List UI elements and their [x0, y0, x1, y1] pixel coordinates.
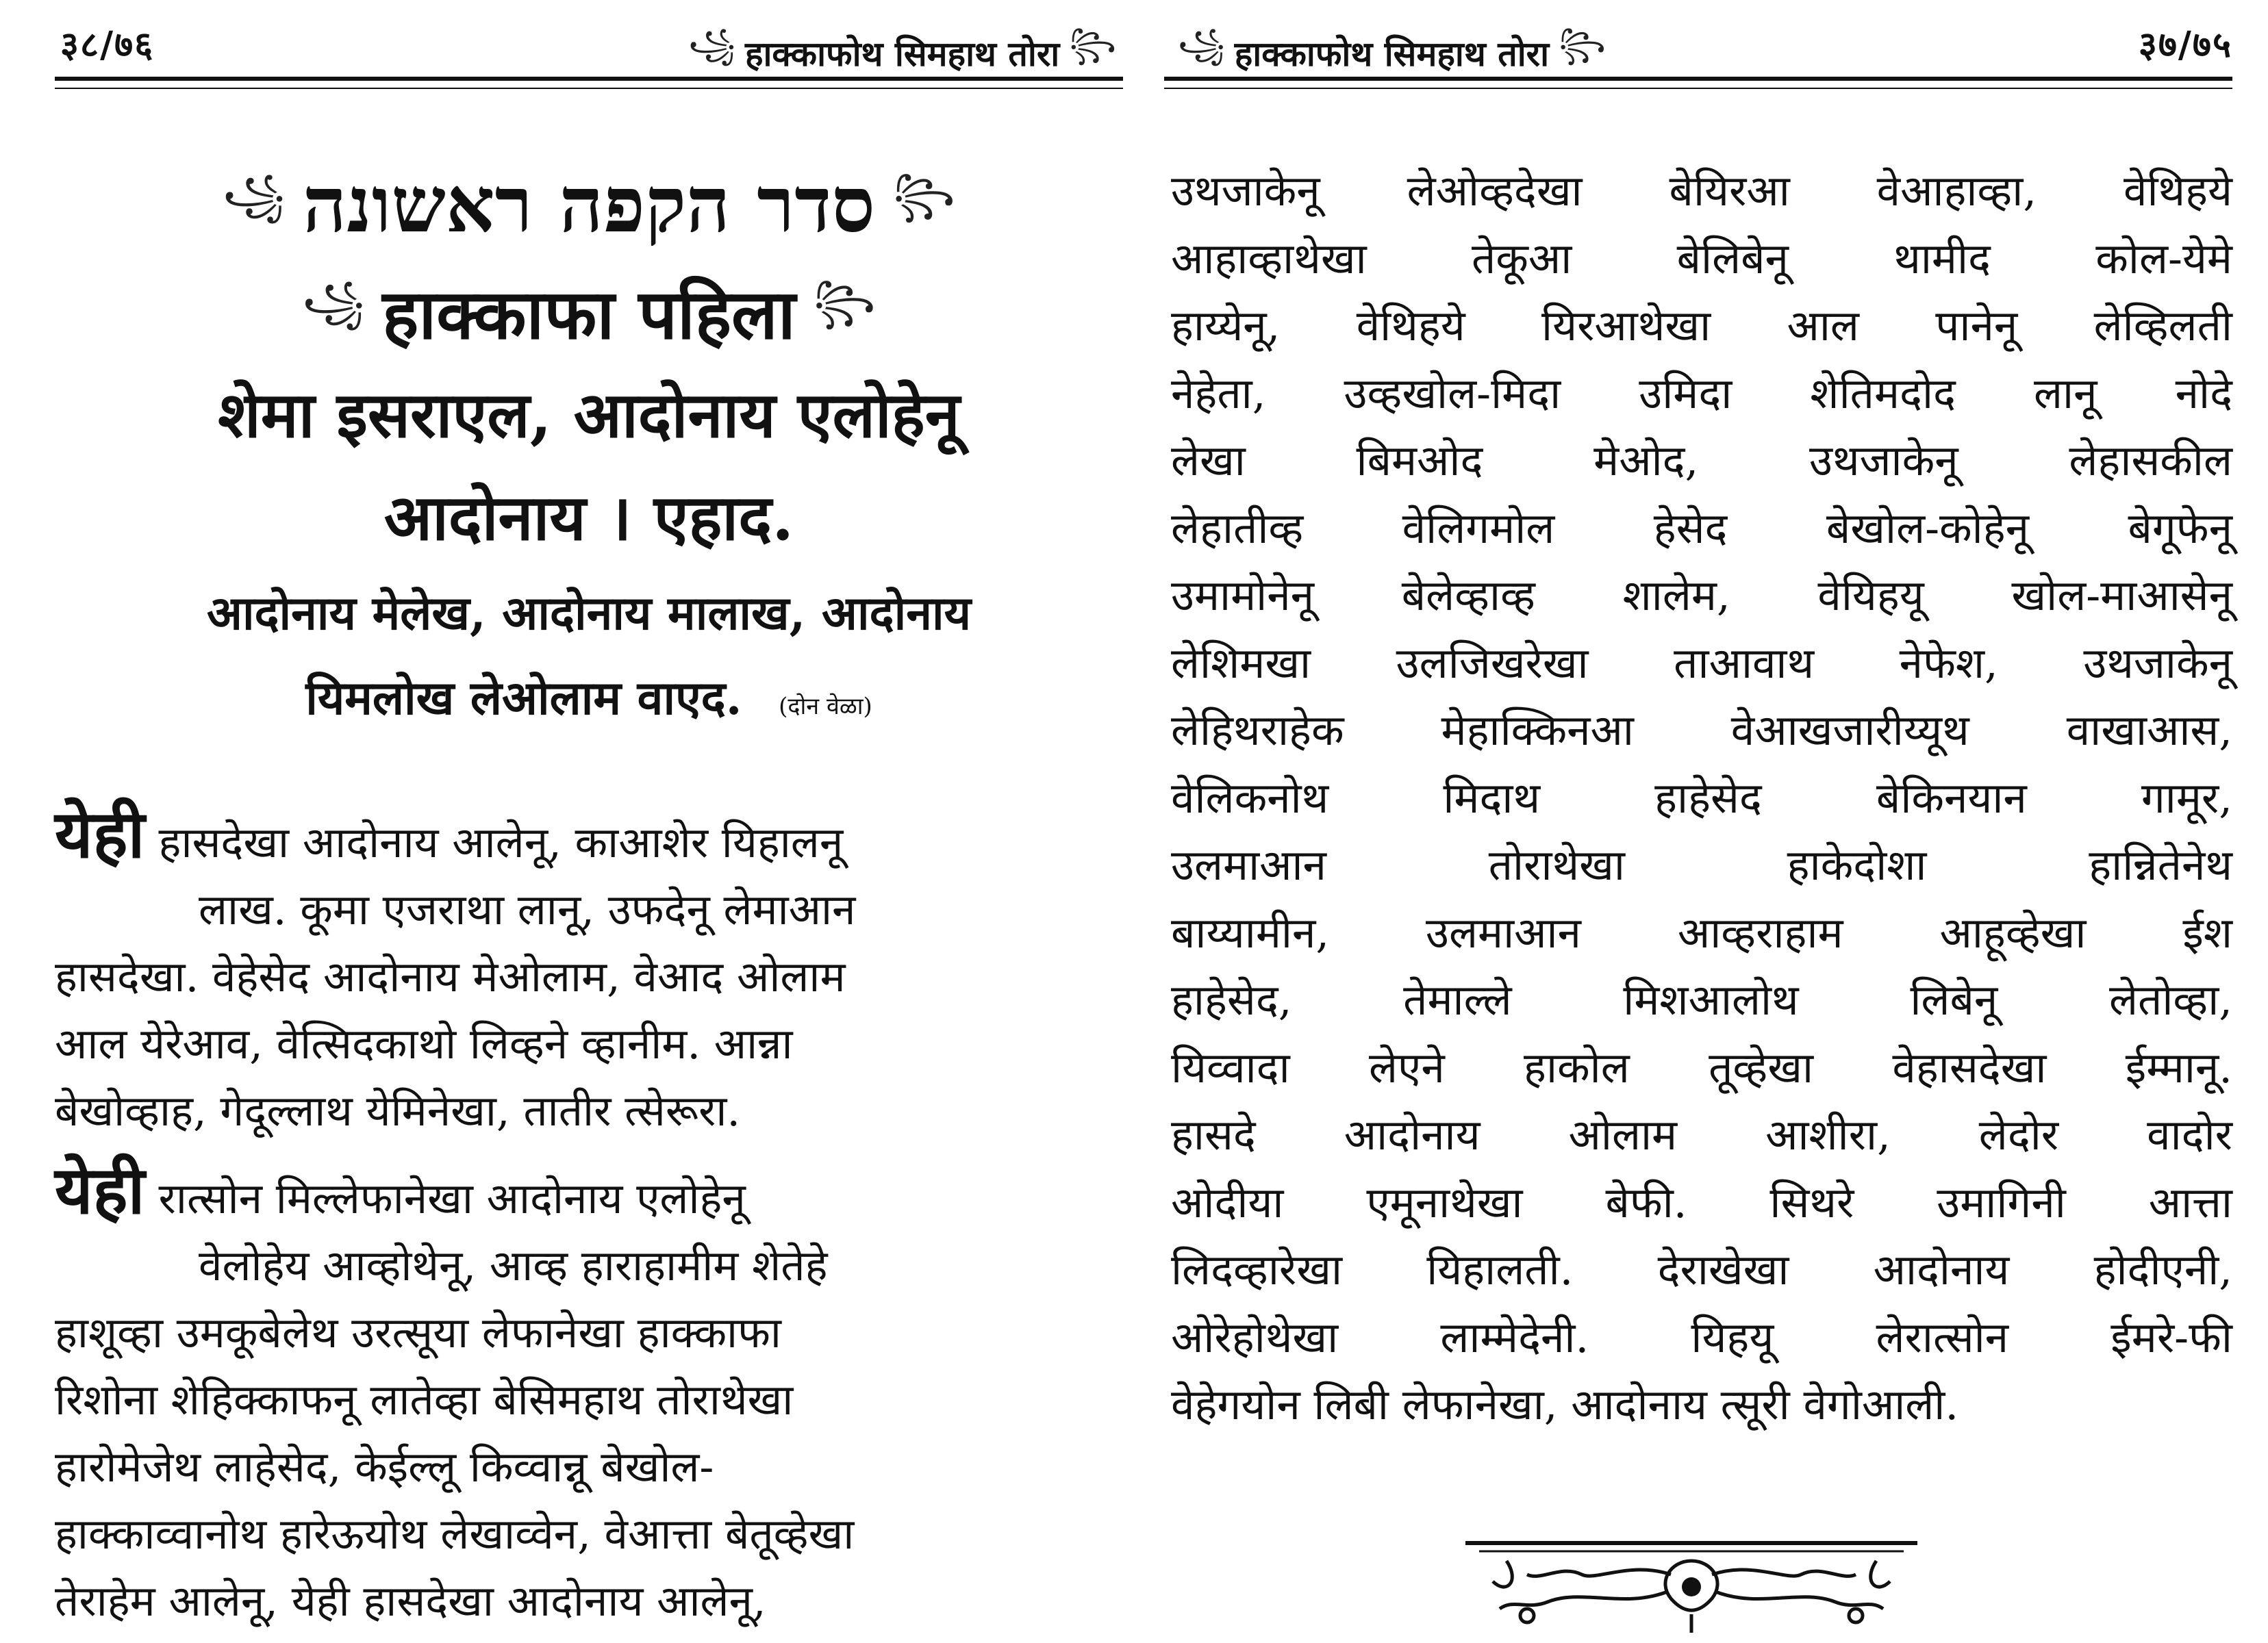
- right-page: [1164, 0, 2232, 1643]
- text-line: वेलिकनोथ मिदाथ हाहेसेद बेकिनयान गामूर,: [1171, 772, 2232, 823]
- text-line: उमामोनेनू बेलेव्हाव्ह शालेम, वेयिहयू खोल-माआसेनू: [1171, 570, 2232, 620]
- flourish-left-icon: ꧁: [1178, 27, 1225, 62]
- melech-line-2: [55, 658, 1123, 747]
- flourish-left-icon: ꧁: [688, 27, 735, 62]
- flourish-right-icon: ꧂: [1069, 27, 1116, 62]
- section-title-text: हाक्काफा पहिला: [382, 274, 796, 355]
- running-title: [1178, 22, 1606, 83]
- text-line: हाशूव्हा उमकूबेलेथ उरत्सूया लेफानेखा हाक्काफा: [55, 1308, 781, 1358]
- melech-line-1: आदोनाय मेलेख, आदोनाय मालाख, आदोनाय: [206, 586, 972, 641]
- text-line: आल येरेआव, वेत्सिदकाथो लिव्हने व्हानीम. आन्ना: [55, 1019, 793, 1069]
- text-line: उथजाकेनू लेओव्हदेखा बेयिरआ वेआहाव्हा, वेथिहये: [1171, 166, 2232, 216]
- text-line: हाहेसेद, तेमाल्ले मिशआलोथ लिबेनू लेतोव्हा,: [1171, 975, 2232, 1025]
- flourish-left-icon: ꧁: [302, 279, 365, 325]
- text-line: लाख. कूमा एजराथा लानू, उफदेनू लेमाआन: [199, 884, 856, 934]
- text-line: लेहिथराहेक मेहाक्किनआ वेआखजारीय्यूथ वाखाआस,: [1171, 705, 2232, 755]
- page-number: ३७/७५: [2138, 24, 2232, 66]
- paragraph-1-first-line: [55, 795, 844, 873]
- body-text: [1171, 157, 2232, 1439]
- running-title-text: हाक्काफोथ सिमहाथ तोरा: [1234, 33, 1550, 74]
- text-line: यिव्वादा लेएने हाकोल तूव्हेखा वेहासदेखा ईम्मानू.: [1171, 1042, 2232, 1093]
- running-head: [55, 0, 1123, 74]
- shema-line-2: आदोनाय । एहाद.: [383, 481, 794, 555]
- text-line: बाय्यामीन, उलमाआन आव्हराहाम आहूव्हेखा ईश: [1171, 907, 2232, 958]
- running-head: [1164, 0, 2232, 74]
- text-line: लेहातीव्ह वेलिगमोल हेसेद बेखोल-कोहेनू बेगूफेनू: [1171, 502, 2232, 553]
- section-title: [55, 261, 1123, 364]
- text-line: रात्सोन मिल्लेफानेखा आदोनाय एलोहेनू: [158, 1173, 746, 1223]
- text-line: हासदेखा आदोनाय आलेनू, काआशेर यिहालनू: [158, 817, 844, 867]
- header-rule: [1164, 77, 2232, 89]
- end-vignette-ornament: [1465, 1533, 1917, 1636]
- left-page: [55, 0, 1123, 1643]
- text-line: वेलोहेय आव्होथेनू, आव्ह हाराहामीम शेतेहे: [199, 1240, 828, 1290]
- text-line: लेखा बिमओद मेओद, उथजाकेनू लेहासकील: [1171, 435, 2232, 485]
- flourish-right-icon: ꧂: [1559, 27, 1606, 62]
- text-line: नेहेता, उव्हखोल-मिदा उमिदा शेतिमदोद लानू नोदे: [1171, 368, 2232, 418]
- repeat-note: (दोन वेळा): [779, 693, 872, 720]
- text-line: लेशिमखा उलजिखरेखा ताआवाथ नेफेश, उथजाकेनू: [1171, 637, 2232, 688]
- flourish-right-icon: ꧂: [893, 172, 955, 218]
- paragraph-2-first-line: [55, 1151, 746, 1229]
- flourish-left-icon: ꧁: [223, 172, 285, 218]
- paragraph-2: [55, 1151, 1123, 1635]
- page-number: ३८/७६: [60, 24, 155, 66]
- hebrew-title: [55, 154, 1123, 257]
- hebrew-title-text: סדר הקפה ראשונה: [303, 160, 876, 250]
- paragraph-lead-word: येही: [55, 795, 145, 873]
- text-line: आहाव्हाथेखा तेकूआ बेलिबेनू थामीद कोल-येमे: [1171, 233, 2232, 283]
- text-line: तेराहेम आलेनू, येही हासदेखा आदोनाय आलेनू,: [55, 1576, 766, 1626]
- text-line: ओदीया एमूनाथेखा बेफी. सिथरे उमागिनी आत्ता: [1171, 1177, 2232, 1227]
- text-line: लिदव्हारेखा यिहालती. देराखेखा आदोनाय होदीएनी,: [1171, 1245, 2232, 1295]
- text-line: हाक्काव्वानोथ हारेऊयोथ लेखाव्वेन, वेआत्ता बेतूव्हेखा: [55, 1509, 855, 1559]
- paragraph-lead-word: येही: [55, 1151, 145, 1229]
- text-line: हाय्येनू, वेथिहये यिरआथेखा आल पानेनू लेव्हिलती: [1171, 301, 2232, 351]
- flourish-right-icon: ꧂: [813, 279, 876, 325]
- heading-block: [55, 154, 1123, 747]
- text-line: हासदेखा. वेहेसेद आदोनाय मेओलाम, वेआद ओलाम: [55, 952, 846, 1002]
- running-title: [688, 22, 1116, 83]
- text-line: उलमाआन तोराथेखा हाकेदोशा हान्नितेनेथ: [1171, 840, 2232, 890]
- paragraph-1: [55, 795, 1123, 1145]
- text-line: वेहेगयोन लिबी लेफानेखा, आदोनाय त्सूरी वेगोआली.: [1171, 1379, 1959, 1429]
- text-line: बेखोव्हाह, गेदूल्लाथ येमिनेखा, तातीर त्सेरूरा.: [55, 1086, 741, 1136]
- text-line: हारोमेजेथ लाहेसेद, केईल्लू किव्वान्नू बेखोल-: [55, 1442, 714, 1492]
- shema-line-1: शेमा इसराएल, आदोनाय एलोहेनू: [218, 378, 960, 452]
- text-line: हासदे आदोनाय ओलाम आशीरा, लेदोर वादोर: [1171, 1110, 2232, 1160]
- melech-line-2-text: यिमलोख लेओलाम वाएद.: [305, 671, 742, 726]
- text-line: ओरेहोथेखा लाम्मेदेनी. यिहयू लेरात्सोन ईमरे-फी: [1171, 1312, 2232, 1362]
- text-line: रिशोना शेहिक्काफनू लातेव्हा बेसिमहाथ तोराथेखा: [55, 1375, 794, 1425]
- running-title-text: हाक्काफोथ सिमहाथ तोरा: [744, 33, 1060, 74]
- header-rule: [55, 77, 1123, 89]
